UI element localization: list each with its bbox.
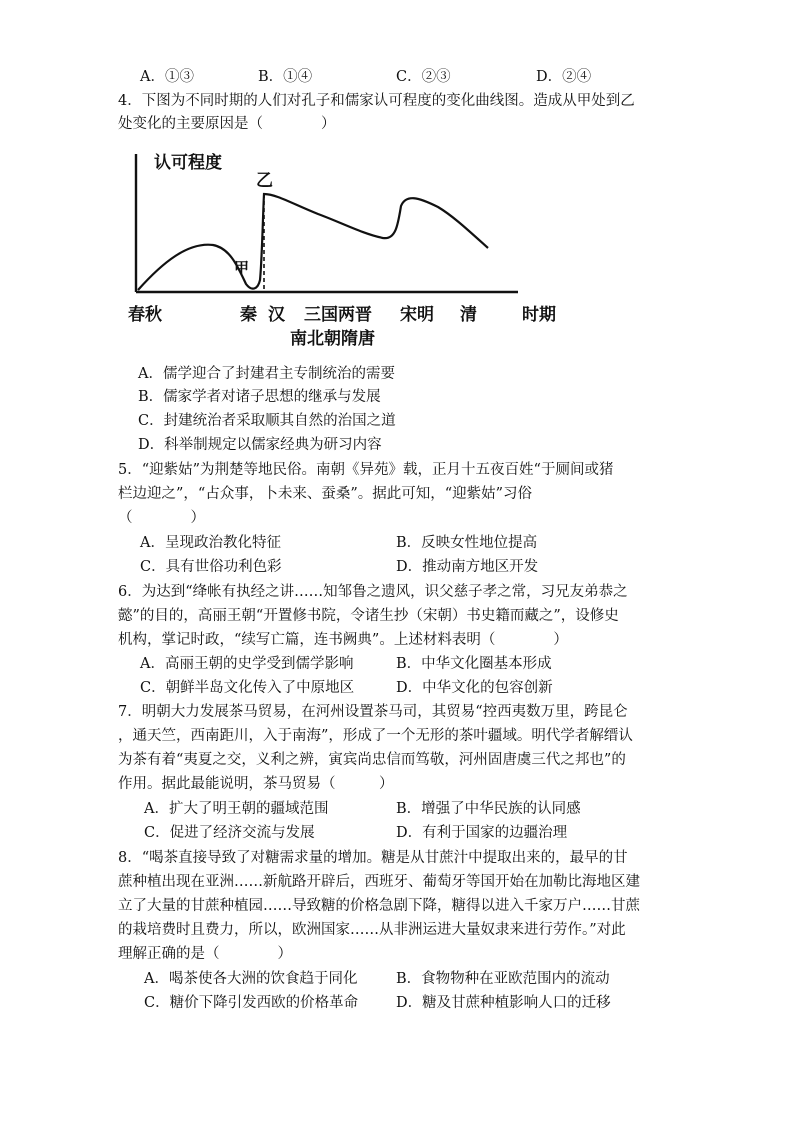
q6-option-b: B．中华文化圈基本形成 — [396, 656, 552, 672]
tick-label: 春秋 — [128, 305, 162, 325]
q7-option-c: C．促进了经济交流与发展 — [144, 825, 315, 841]
q5-stem-line3: （ ） — [118, 510, 205, 526]
tick-label: 宋明 — [400, 305, 434, 325]
tick-label: 三国两晋 — [304, 305, 372, 325]
q6-stem-line1: 6．为达到“绛帐有执经之讲……知邹鲁之遗风，识父慈子孝之常，习兄友弟恭之 — [118, 584, 628, 600]
q4-option-c: C．封建统治者采取顺其自然的治国之道 — [138, 413, 396, 429]
q7-option-a: A．扩大了明王朝的疆域范围 — [144, 801, 329, 817]
prev-option-d: D．②④ — [536, 69, 592, 85]
x-axis-label: 时期 — [522, 305, 556, 325]
q8-stem-line2: 蔗种植出现在亚洲……新航路开辟后，西班牙、葡萄牙等国开始在加勒比海地区建 — [118, 874, 640, 890]
marker-yi: 乙 — [256, 171, 273, 191]
tick-label: 秦 — [240, 305, 257, 325]
y-axis-label: 认可程度 — [154, 153, 222, 173]
tick-label: 清 — [460, 305, 477, 325]
q6-stem-line3: 机构，掌记时政，“续写亡篇，连书阙典”。上述材料表明（ ） — [118, 632, 568, 648]
q4-option-a: A．儒学迎合了封建君主专制统治的需要 — [138, 366, 395, 382]
q8-option-c: C．糖价下降引发西欧的价格革命 — [144, 995, 359, 1011]
q4-option-d: D．科举制规定以儒家经典为研习内容 — [138, 437, 382, 453]
tick-label: 汉 — [268, 305, 285, 325]
q8-option-d: D．糖及甘蔗种植影响人口的迁移 — [396, 995, 611, 1011]
q7-stem-line3: 为茶有着“夷夏之交，义利之辨，寅宾尚忠信而笃敬，河州固唐虞三代之邦也”的 — [118, 752, 626, 768]
q8-stem-line1: 8．“喝茶直接导致了对糖需求量的增加。糖是从甘蔗汁中提取出来的，最早的甘 — [118, 850, 628, 866]
q4-stem-line2: 处变化的主要原因是（ ） — [118, 116, 336, 132]
recognition-chart — [118, 142, 578, 354]
q5-stem-line1: 5．“迎紫姑”为荆楚等地民俗。南朝《异苑》载，正月十五夜百姓“于厕间或猪 — [118, 462, 614, 478]
marker-jia: 甲 — [234, 259, 250, 277]
q7-option-d: D．有利于国家的边疆治理 — [396, 825, 568, 841]
q7-stem-line1: 7．明朝大力发展茶马贸易，在河州设置茶马司，其贸易“控西夷数万里，跨昆仑 — [118, 704, 628, 720]
q6-option-a: A．高丽王朝的史学受到儒学影响 — [140, 656, 354, 672]
prev-option-b: B．①④ — [258, 69, 313, 85]
q5-option-b: B．反映女性地位提高 — [396, 535, 538, 551]
prev-option-c: C．②③ — [396, 69, 451, 85]
q4-stem-line1: 4．下图为不同时期的人们对孔子和儒家认可程度的变化曲线图。造成从甲处到乙 — [118, 93, 635, 109]
q5-option-d: D．推动南方地区开发 — [396, 559, 539, 575]
prev-option-a: A．①③ — [140, 69, 194, 85]
recognition-curve — [138, 194, 488, 290]
q8-stem-line4: 的栽培费时且费力，所以，欧洲国家……从非洲运进大量奴隶来进行劳作。”对此 — [118, 922, 626, 938]
q8-option-a: A．喝茶使各大洲的饮食趋于同化 — [144, 971, 358, 987]
q6-stem-line2: 懿”的目的，高丽王朝“开置修书院，令诸生抄（宋朝）书史籍而藏之”，设修史 — [118, 608, 619, 624]
q4-option-b: B．儒家学者对诸子思想的继承与发展 — [138, 389, 381, 405]
q8-stem-line3: 立了大量的甘蔗种植园……导致糖的价格急剧下降，糖得以进入千家万户……甘蔗 — [118, 898, 640, 914]
q7-stem-line4: 作用。据此最能说明，茶马贸易（ ） — [118, 776, 394, 792]
q8-stem-line5: 理解正确的是（ ） — [118, 946, 292, 962]
q5-option-c: C．具有世俗功利色彩 — [140, 559, 282, 575]
q5-stem-line2: 栏边迎之”，“占众事，卜未来、蚕桑”。据此可知，“迎紫姑”习俗 — [118, 486, 533, 502]
q6-option-c: C．朝鲜半岛文化传入了中原地区 — [140, 680, 355, 696]
q7-stem-line2: ，通天竺，西南距川，入于南海”，形成了一个无形的茶叶疆域。明代学者解缙认 — [118, 728, 633, 744]
q8-option-b: B．食物物种在亚欧范围内的流动 — [396, 971, 610, 987]
tick-label: 南北朝隋唐 — [290, 329, 375, 349]
q7-option-b: B．增强了中华民族的认同感 — [396, 801, 581, 817]
q6-option-d: D．中华文化的包容创新 — [396, 680, 553, 696]
q5-option-a: A．呈现政治教化特征 — [140, 535, 281, 551]
